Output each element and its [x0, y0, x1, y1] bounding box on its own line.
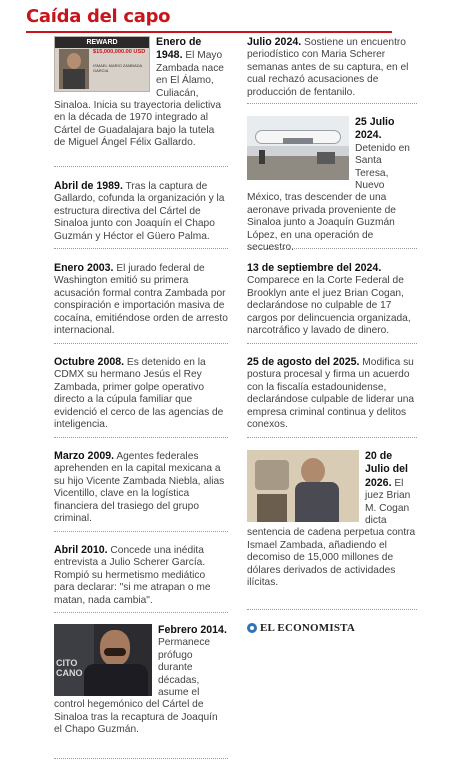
- entry-text: Es detenido en la CDMX su hermano Jesús el Rey Zambada, primer golpe operativo directo a la cúpula familiar que evidenció el cerco de las agencias de inteligencia.: [54, 357, 224, 431]
- divider: [54, 437, 228, 438]
- entry-date: Febrero 2014.: [158, 624, 227, 636]
- timeline-entry-jul-2026: [247, 450, 417, 589]
- timeline-entry-jul-2024: [247, 36, 417, 99]
- poster-portrait: [59, 49, 89, 89]
- logo-icon: [247, 623, 257, 633]
- timeline-entry-2003: [54, 262, 228, 337]
- court-sketch-image: [247, 450, 359, 522]
- photo-background-text: CITO CANO: [56, 658, 83, 678]
- publisher-logo: [247, 622, 355, 634]
- divider: [247, 609, 417, 610]
- entry-date: 13 de septiembre del 2024.: [247, 262, 382, 274]
- capo-photo: [54, 624, 152, 696]
- timeline-entry-sep-2024: [247, 262, 417, 337]
- entry-date: Octubre 2008.: [54, 356, 125, 368]
- entry-text: Tras la captura de Gallardo, cofunda la organización y la estructura directiva del Cártel de Sinaloa junto con Joaquín el Chapo Guzmán y Héctor el Güero Palma.: [54, 181, 225, 242]
- entry-text: Comparece en la Corte Federal de Brooklyn ante el juez Brian Cogan, declarándose no culpable de 17 cargos por delincuencia organizada, narcotráfico y lavado de dinero.: [247, 275, 411, 337]
- page-title: Caída del capo: [26, 6, 171, 27]
- divider: [247, 437, 417, 438]
- entry-text: El jurado federal de Washington emitió su primera acusación formal contra Zambada por conspiración e importación masiva de cocaína, emitiéndose orden de arresto internacional.: [54, 263, 228, 337]
- divider: [247, 248, 417, 249]
- divider: [54, 166, 228, 167]
- entry-date: Abril de 1989.: [54, 180, 123, 192]
- divider: [247, 103, 417, 104]
- entry-text: El Mayo Zambada nace en El Álamo, Culiacán, Sinaloa. Inicia su trayectoria delictiva en la década de 1970 integrado al Cártel de Guadalajara bajo la tutela de Miguel Ángel Félix Gallardo.: [54, 50, 224, 149]
- entry-text: Concede una inédita entrevista a Julio Scherer García. Rompió su hermetismo mediático para declarar: "si me atrapan o me matan, nada cambia".: [54, 545, 211, 606]
- entry-text: Sostiene un encuentro periodístico con Maria Scherer semanas antes de su captura, en el cual rechazó acusaciones de producción de fentanilo.: [247, 37, 409, 98]
- wanted-poster-image: [54, 36, 150, 92]
- entry-date: 25 Julio 2024.: [355, 116, 395, 142]
- poster-reward-label: REWARD: [55, 37, 149, 48]
- entry-date: Enero 2003.: [54, 262, 114, 274]
- divider: [54, 248, 228, 249]
- timeline-entry-2014: [54, 624, 228, 737]
- entry-date: Julio 2024.: [247, 36, 302, 48]
- timeline-entry-aug-2025: [247, 356, 417, 431]
- entry-date: 20 de Julio del 2026.: [365, 450, 408, 489]
- divider: [54, 343, 228, 344]
- timeline-entry-2010: [54, 544, 228, 607]
- title-rule: [26, 31, 392, 33]
- divider: [54, 612, 228, 613]
- divider: [247, 343, 417, 344]
- timeline-entry-1989: [54, 180, 228, 243]
- divider: [54, 531, 228, 532]
- timeline-entry-2008: [54, 356, 228, 431]
- timeline-entry-2009: [54, 450, 228, 525]
- entry-date: Enero de 1948.: [156, 36, 202, 62]
- entry-text: El juez Brian M. Cogan dicta sentencia de cadena perpetua contra Ismael Zambada, añadiendo el decomiso de 15,000 millones de dólares derivados de actividades ilícitas.: [247, 477, 416, 589]
- publisher-name: EL ECONOMISTA: [260, 622, 355, 634]
- aircraft-photo: [247, 116, 349, 180]
- entry-text: Modifica su postura procesal y firma un acuerdo con la fiscalía estadounidense, declarándose culpable de liderar una empresa criminal continua y delitos conexos.: [247, 357, 415, 431]
- entry-date: Abril 2010.: [54, 544, 108, 556]
- timeline-entry-1948: [54, 36, 228, 150]
- entry-date: Marzo 2009.: [54, 450, 115, 462]
- divider: [54, 758, 228, 759]
- poster-name: ISMAEL MARIO ZAMBADA GARCIA: [93, 63, 142, 73]
- entry-text: Agentes federales aprehenden en la capital mexicana a su hijo Vicente Zambada Niebla, alias Vicentillo, clave en la logística financiera del trasiego del grupo criminal.: [54, 451, 225, 525]
- poster-amount: $15,000,000.00 USD: [93, 49, 146, 55]
- entry-text: Permanece prófugo durante décadas, asume el control hegemónico del Cártel de Sinaloa tras la recaptura de Joaquín el Chapo Guzmán.: [54, 637, 218, 736]
- timeline-entry-25-jul-2024: [247, 116, 417, 254]
- entry-text: Detenido en Santa Teresa, Nuevo México, tras descender de una aeronave privada proveniente de Sinaloa junto a Joaquín Guzmán López, en una operación de secuestro.: [247, 142, 410, 254]
- entry-date: 25 de agosto del 2025.: [247, 356, 360, 368]
